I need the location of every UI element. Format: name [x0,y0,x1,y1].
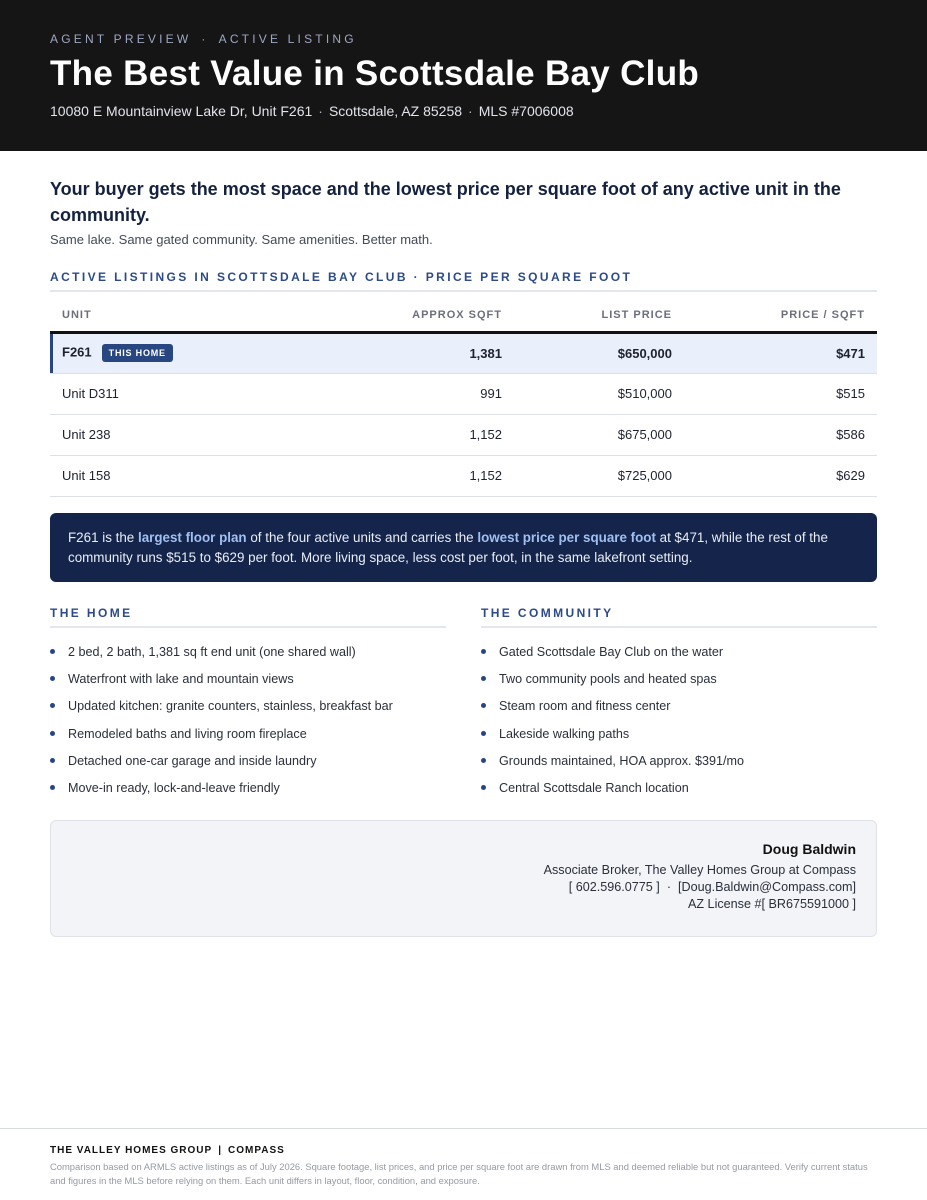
list-item: Detached one-car garage and inside laundry [50,752,446,779]
eyebrow [50,32,877,46]
comparison-table [50,300,877,497]
address-separator: · [468,103,473,119]
mls-number: MLS #7006008 [478,103,574,119]
list-item: 2 bed, 2 bath, 1,381 sq ft end unit (one shared wall) [50,643,446,670]
eyebrow-status: ACTIVE LISTING [218,32,357,46]
callout-text: F261 is the [68,530,138,545]
brand-separator: | [218,1145,223,1156]
community-features [481,606,877,806]
callout-emphasis: lowest price per square foot [477,530,656,545]
eyebrow-preview: AGENT PREVIEW [50,32,192,46]
table-row [50,373,877,414]
list-item: Two community pools and heated spas [481,670,877,697]
unit-cell: Unit D311 [50,373,300,414]
page-footer [0,1128,927,1200]
list-item: Updated kitchen: granite counters, stainless, breakfast bar [50,697,446,724]
value-callout [50,513,877,582]
sqft-cell: 1,381 [300,332,514,373]
address-separator: · [318,103,323,119]
callout-text: at $471, while the rest of the community runs $515 to $629 per foot. More living space, less cost per foot, in the same lakefront setting. [68,530,828,565]
this-home-badge: THIS HOME [102,344,173,362]
unit-name: F261 [62,344,92,360]
agent-title: Associate Broker, The Valley Homes Group at Compass [543,863,856,877]
footer-brand [50,1145,877,1156]
col-header-list-price: LIST PRICE [514,300,684,332]
compass-name: COMPASS [228,1145,285,1156]
home-feature-list [50,643,446,806]
list-item: Central Scottsdale Ranch location [481,779,877,806]
value-headline: Your buyer gets the most space and the lowest price per square foot of any active unit in the community. [50,179,841,225]
table-row [50,414,877,455]
list-item: Grounds maintained, HOA approx. $391/mo [481,752,877,779]
agent-name: Doug Baldwin [762,841,856,857]
sqft-cell: 991 [300,373,514,414]
list-item: Move-in ready, lock-and-leave friendly [50,779,446,806]
callout-emphasis: largest floor plan [137,530,247,545]
sqft-cell: 1,152 [300,414,514,455]
page-header [0,0,927,151]
agent-contact-card [50,820,877,937]
table-header-row [50,300,877,332]
callout-text: of the four active units and carries the [246,530,478,545]
unit-cell: Unit 238 [50,414,300,455]
col-header-price-per-sqft: PRICE / SQFT [684,300,877,332]
contact-separator: · [666,880,672,894]
list-item: Gated Scottsdale Bay Club on the water [481,643,877,670]
home-section-label: THE HOME [50,606,446,628]
brokerage-name: THE VALLEY HOMES GROUP [50,1145,213,1156]
table-row [50,455,877,496]
city-state-zip: Scottsdale, AZ 85258 [328,103,463,119]
price-per-sqft-cell: $629 [684,455,877,496]
listing-address-line [50,103,877,119]
footer-disclaimer: Comparison based on ARMLS active listings as of July 2026. Square footage, list prices, and price per square foot are drawn from MLS and deemed reliable but not guaranteed. Verify current status and figures in the MLS before relying on them. Each unit differs in layout, floor, condition, and exposure. [50,1161,868,1186]
sqft-cell: 1,152 [300,455,514,496]
unit-cell: Unit 158 [50,455,300,496]
list-price-cell: $725,000 [514,455,684,496]
home-features [50,606,446,806]
list-item: Lakeside walking paths [481,725,877,752]
agent-phone: [ 602.596.0775 ] [568,880,660,894]
table-row-highlighted [50,332,877,373]
price-per-sqft-cell: $471 [684,332,877,373]
page-title: The Best Value in Scottsdale Bay Club [50,54,700,93]
agent-email: [Doug.Baldwin@Compass.com] [678,880,856,894]
agent-contact-line [51,880,856,894]
street-address: 10080 E Mountainview Lake Dr, Unit F261 [50,103,313,119]
col-header-sqft: APPROX SQFT [300,300,514,332]
community-feature-list [481,643,877,806]
price-per-sqft-cell: $586 [684,414,877,455]
unit-cell [50,332,300,373]
list-price-cell: $510,000 [514,373,684,414]
eyebrow-separator: · [201,32,209,46]
list-price-cell: $675,000 [514,414,684,455]
list-item: Remodeled baths and living room fireplace [50,725,446,752]
price-per-sqft-cell: $515 [684,373,877,414]
main-content [50,176,877,911]
comparison-label: ACTIVE LISTINGS IN SCOTTSDALE BAY CLUB · PRICE PER SQUARE FOOT [50,270,877,292]
col-header-unit: UNIT [50,300,300,332]
list-item: Steam room and fitness center [481,697,877,724]
community-section-label: THE COMMUNITY [481,606,877,628]
agent-license: AZ License #[ BR675591000 ] [687,897,856,911]
list-price-cell: $650,000 [514,332,684,373]
list-item: Waterfront with lake and mountain views [50,670,446,697]
value-subline: Same lake. Same gated community. Same amenities. Better math. [50,232,433,247]
